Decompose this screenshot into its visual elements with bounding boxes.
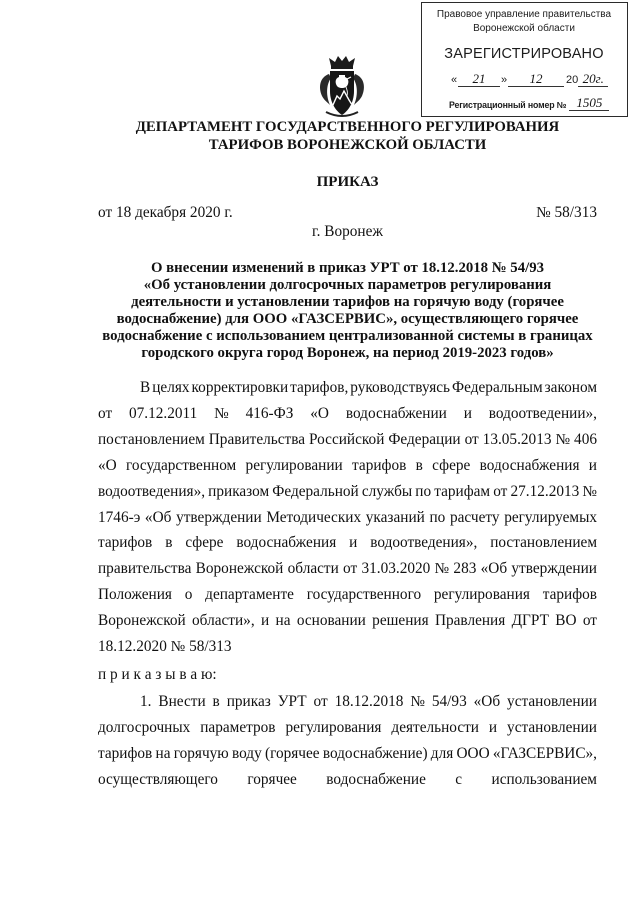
item-line: осуществляющего горячее водоснабжение с использованием (98, 771, 597, 788)
preamble-line: тарифов в сфере водоснабжения и водоотведения», постановлением (98, 534, 597, 552)
preamble-paragraph (98, 375, 597, 660)
preamble-line: постановлением Правительства Российской Федерации от 13.05.2013 № 406 (98, 430, 597, 448)
stamp-close-quote: » (500, 74, 508, 86)
stamp-status: ЗАРЕГИСТРИРОВАНО (444, 46, 604, 62)
organization-title (55, 118, 640, 154)
coat-of-arms-icon (316, 55, 368, 119)
preamble-line: водоотведения», приказом Федеральной службы по тарифам от 27.12.2013 № (98, 482, 597, 500)
crown-shape (329, 56, 355, 66)
preamble-line: Воронежской области», и на основании решения Правления ДГРТ ВО от (98, 612, 597, 630)
crown-band (331, 66, 353, 70)
order-item-1 (98, 689, 597, 793)
stamp-authority-line: Правовое управление правительства (436, 9, 612, 20)
stamp-date (450, 69, 608, 87)
stamp-region-line: Воронежской области (473, 23, 575, 34)
order-word: п р и к а з ы в а ю: (98, 666, 217, 683)
preamble-line: 1746-э «Об утверждении Методических указаний по расчету регулируемых (98, 508, 597, 526)
preamble-line: В целях корректировки тарифов, руководствуясь Федеральным законом (140, 379, 597, 396)
registration-stamp (421, 2, 628, 117)
organization-title-line: ДЕПАРТАМЕНТ ГОСУДАРСТВЕННОГО РЕГУЛИРОВАНИЯ (135, 119, 560, 135)
preamble-line: «О государственном регулировании тарифов в сфере водоснабжения и (98, 456, 597, 474)
right-ornament (353, 74, 364, 105)
stamp-year-printed: 20 (566, 74, 579, 86)
document-date: от 18 декабря 2020 г. (98, 204, 233, 221)
document-number: № 58/313 (536, 204, 597, 221)
preamble-line: Положения о департаменте государственного регулирования тарифов (98, 586, 597, 604)
subject-line: водоснабжение с использованием централизованной системы в границах (102, 327, 593, 344)
subject-line: деятельности и установлении тарифов на горячую воду (горячее (131, 293, 564, 310)
stamp-open-quote: « (450, 74, 458, 86)
item-line: тарифов на горячую воду (горячее водоснабжение) для ООО «ГАЗСЕРВИС», (98, 745, 597, 762)
subject-line: О внесении изменений в приказ УРТ от 18.12.2018 № 54/93 (150, 259, 545, 276)
preamble-line: правительства Воронежской области от 31.03.2020 № 283 «Об утверждении (98, 560, 597, 578)
stamp-reg-number: 1505 (569, 95, 609, 111)
stamp-registration-number (449, 95, 609, 111)
subject-line: водоснабжение) для ООО «ГАЗСЕРВИС», осуществляющего горячее (116, 310, 579, 327)
organization-title-line: ТАРИФОВ ВОРОНЕЖСКОЙ ОБЛАСТИ (208, 137, 487, 153)
stamp-year-handwritten: 20г. (578, 71, 608, 87)
stamp-day: 21 (458, 71, 500, 87)
preamble-line: от 07.12.2011 № 416-ФЗ «О водоснабжении и водоотведении», (98, 404, 597, 422)
document-subject (55, 260, 640, 362)
stamp-month: 12 (508, 71, 564, 87)
item-line: долгосрочных параметров регулирования деятельности и установлении (98, 719, 597, 736)
document-type-label: ПРИКАЗ (316, 174, 379, 190)
left-ornament (320, 74, 331, 105)
order-word-block (98, 662, 597, 688)
item-line: 1. Внести в приказ УРТ от 18.12.2018 № 54/93 «Об установлении (140, 693, 597, 710)
preamble-line: 18.12.2020 № 58/313 (98, 638, 232, 656)
subject-line: городского округа город Воронеж, на период 2019-2023 годов» (141, 344, 554, 361)
subject-line: «Об установлении долгосрочных параметров регулирования (143, 276, 552, 293)
document-type (55, 173, 640, 191)
city-name: г. Воронеж (312, 223, 383, 240)
city-line (55, 223, 640, 241)
stamp-reg-label: Регистрационный номер № (449, 100, 567, 110)
date-number-line (98, 204, 597, 222)
